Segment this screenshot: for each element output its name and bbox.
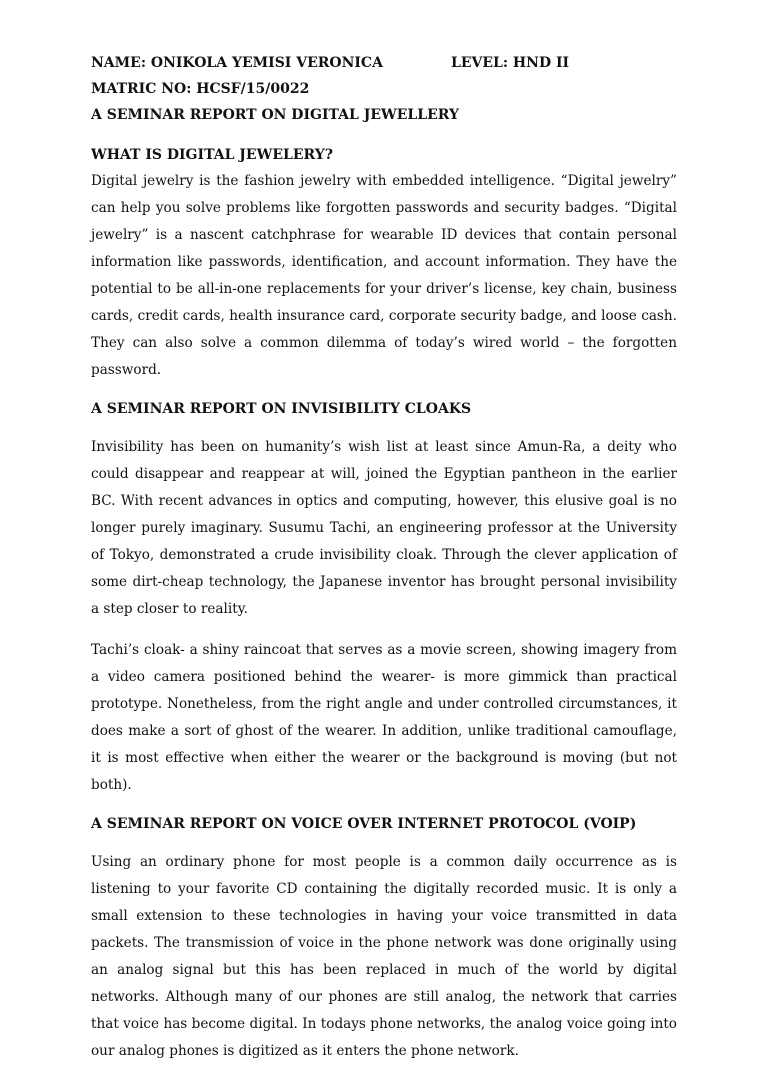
name-line — [91, 50, 677, 76]
student-name: NAME: ONIKOLA YEMISI VERONICA — [91, 55, 383, 71]
matric-number: MATRIC NO: HCSF/15/0022 — [91, 81, 310, 97]
report-title: A SEMINAR REPORT ON DIGITAL JEWELLERY — [91, 107, 459, 123]
student-level: LEVEL: HND II — [451, 55, 570, 71]
document-page — [91, 50, 677, 1065]
section-heading-digital-jewellery: WHAT IS DIGITAL JEWELERY? — [91, 147, 333, 163]
paragraph-voip: Using an ordinary phone for most people is a common daily occurrence as is listening to your favorite CD containing the digitally recorded music. It is only a small extension to these technologies in having your voice transmitted in data packets. The transmission of voice in the phone network was done originally using an analog signal but this has been replaced in much of the world by digital networks. Although many of our phones are still analog, the network that carries that voice has become digital. In todays phone networks, the analog voice going into our analog phones is digitized as it enters the phone network. — [91, 854, 677, 1059]
paragraph-invisibility-2: Tachi’s cloak- a shiny raincoat that serves as a movie screen, showing imagery from a video camera positioned behind the wearer- is more gimmick than practical prototype. Nonetheless, from the right angle and under controlled circumstances, it does make a sort of ghost of the wearer. In addition, unlike traditional camouflage, it is most effective when either the wearer or the background is moving (but not both). — [91, 642, 677, 793]
paragraph-digital-jewellery: Digital jewelry is the fashion jewelry with embedded intelligence. “Digital jewelry” can help you solve problems like forgotten passwords and security badges. “Digital jewelry” is a nascent catchphrase for wearable ID devices that contain personal information like passwords, identification, and account information. They have the potential to be all-in-one replacements for your driver’s license, key chain, business cards, credit cards, health insurance card, corporate security badge, and loose cash. They can also solve a common dilemma of today’s wired world – the forgotten password. — [91, 173, 677, 378]
section-heading-voip: A SEMINAR REPORT ON VOICE OVER INTERNET PROTOCOL (VOIP) — [91, 816, 637, 832]
paragraph-invisibility-1: Invisibility has been on humanity’s wish list at least since Amun-Ra, a deity who could disappear and reappear at will, joined the Egyptian pantheon in the earlier BC. With recent advances in optics and computing, however, this elusive goal is no longer purely imaginary. Susumu Tachi, an engineering professor at the University of Tokyo, demonstrated a crude invisibility cloak. Through the clever application of some dirt-cheap technology, the Japanese inventor has brought personal invisibility a step closer to reality. — [91, 439, 677, 617]
section-heading-invisibility-cloaks: A SEMINAR REPORT ON INVISIBILITY CLOAKS — [91, 401, 472, 417]
